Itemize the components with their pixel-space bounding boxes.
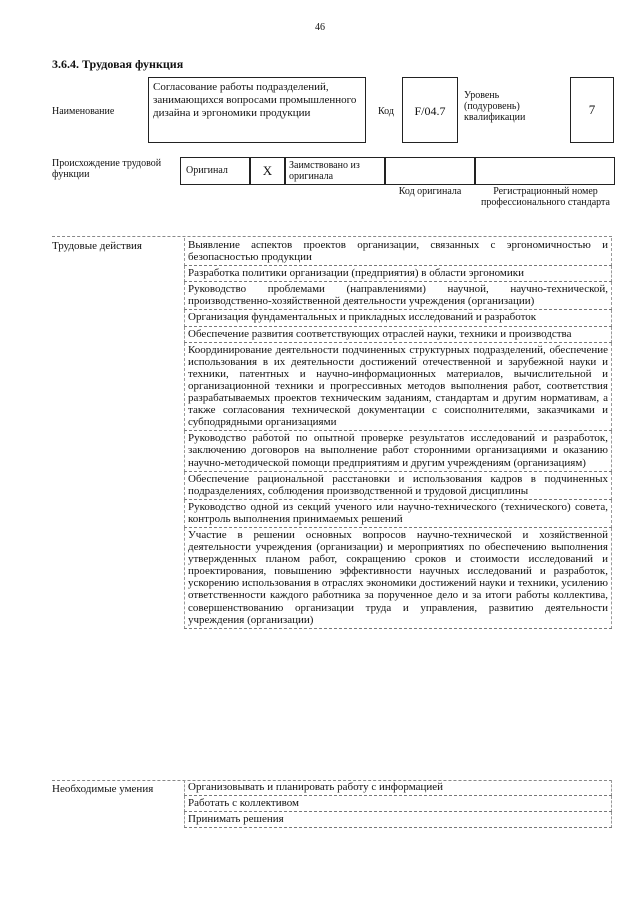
table-row xyxy=(185,499,612,527)
function-name-box: Согласование работы подразделений, занимающихся вопросами промышленного дизайна и эргономики продукции xyxy=(148,77,366,143)
table-row xyxy=(185,812,612,828)
labor-action-item: Выявление аспектов проектов организации, связанных с эргономичностью и безопасностью продукции xyxy=(185,238,612,266)
code-value-box: F/04.7 xyxy=(402,77,458,143)
labor-action-item: Руководство работой по опытной проверке результатов исследований и разработок, заключению договоров на выполнение работ сторонними организациями и оказанию научно-методической помощи предприятиям и другим учреждениям (организациям) xyxy=(185,431,612,471)
labor-action-item: Руководство проблемами (направлениями) научной, научно-технической, производственно-хозяйственной деятельности учреждения (организации) xyxy=(185,282,612,310)
labor-actions-label: Трудовые действия xyxy=(52,240,142,252)
table-row xyxy=(185,796,612,812)
labor-action-item: Обеспечение развития соответствующих отраслей науки, техники и производства xyxy=(185,326,612,342)
original-mark: X xyxy=(250,157,285,185)
name-label: Наименование xyxy=(52,106,115,117)
skill-item: Организовывать и планировать работу с информацией xyxy=(185,780,612,796)
section-title: 3.6.4. Трудовая функция xyxy=(52,57,184,71)
code-label: Код xyxy=(378,106,394,117)
labor-actions-table xyxy=(184,238,612,629)
origin-table xyxy=(180,157,615,185)
table-row xyxy=(185,342,612,431)
labor-action-item: Руководство одной из секций ученого или научно-технического (технического) совета, контроль выполнения принимаемых решений xyxy=(185,499,612,527)
code-original-cell xyxy=(385,157,475,185)
skills-table xyxy=(184,780,612,828)
origin-label: Происхождение трудовой функции xyxy=(52,158,162,180)
labor-action-item: Участие в решении основных вопросов научно-технической и хозяйственной деятельности учреждения (организации) и мероприятиях по обеспечению выполнения утвержденных планом работ, сокращению сроков и стоимости исследований и проектирования, повышению эффективности научных исследований и разработок, ускорению использования в отраслях экономики достижений науки и техники, усилению ответственности каждого работника за порученное дело и за итоги работы коллектива, совершенствованию организации труда и управления, развитию деятельности учреждения (организации) xyxy=(185,527,612,628)
level-label: Уровень (подуровень) квалификации xyxy=(464,90,526,123)
table-row xyxy=(185,780,612,796)
original-cell: Оригинал xyxy=(180,157,250,185)
skills-label: Необходимые умения xyxy=(52,783,154,795)
labor-action-item: Организация фундаментальных и прикладных исследований и разработок xyxy=(185,310,612,326)
level-value-box: 7 xyxy=(570,77,614,143)
table-row xyxy=(185,527,612,628)
divider xyxy=(52,236,612,237)
table-row xyxy=(185,310,612,326)
table-row xyxy=(185,238,612,266)
table-row xyxy=(185,326,612,342)
table-row xyxy=(185,282,612,310)
labor-action-item: Разработка политики организации (предприятия) в области эргономики xyxy=(185,266,612,282)
labor-action-item: Координирование деятельности подчиненных структурных подразделений, обеспечение использования в их деятельности достижений отечественной и зарубежной науки и техники, патентных и научно-информационных материалов, вычислительной и организационной техники и прогрессивных методов выполнения работ, соответствия разрабатываемых проектов техническим заданиям, стандартам и другим нормативам, а также согласования технической документации с соисполнителями, заказчиками и субподрядными организациями xyxy=(185,342,612,431)
table-row xyxy=(185,471,612,499)
labor-action-item: Обеспечение рациональной расстановки и использования кадров в подчиненных подразделениях, соблюдения производственной и трудовой дисциплины xyxy=(185,471,612,499)
skill-item: Работать с коллективом xyxy=(185,796,612,812)
borrowed-cell: Заимствовано из оригинала xyxy=(285,157,385,185)
skill-item: Принимать решения xyxy=(185,812,612,828)
reg-number-label: Регистрационный номер профессионального стандарта xyxy=(481,186,610,208)
reg-number-cell xyxy=(475,157,615,185)
table-row xyxy=(185,266,612,282)
code-original-label: Код оригинала xyxy=(398,186,462,197)
table-row xyxy=(185,431,612,471)
page-number: 46 xyxy=(315,22,325,33)
